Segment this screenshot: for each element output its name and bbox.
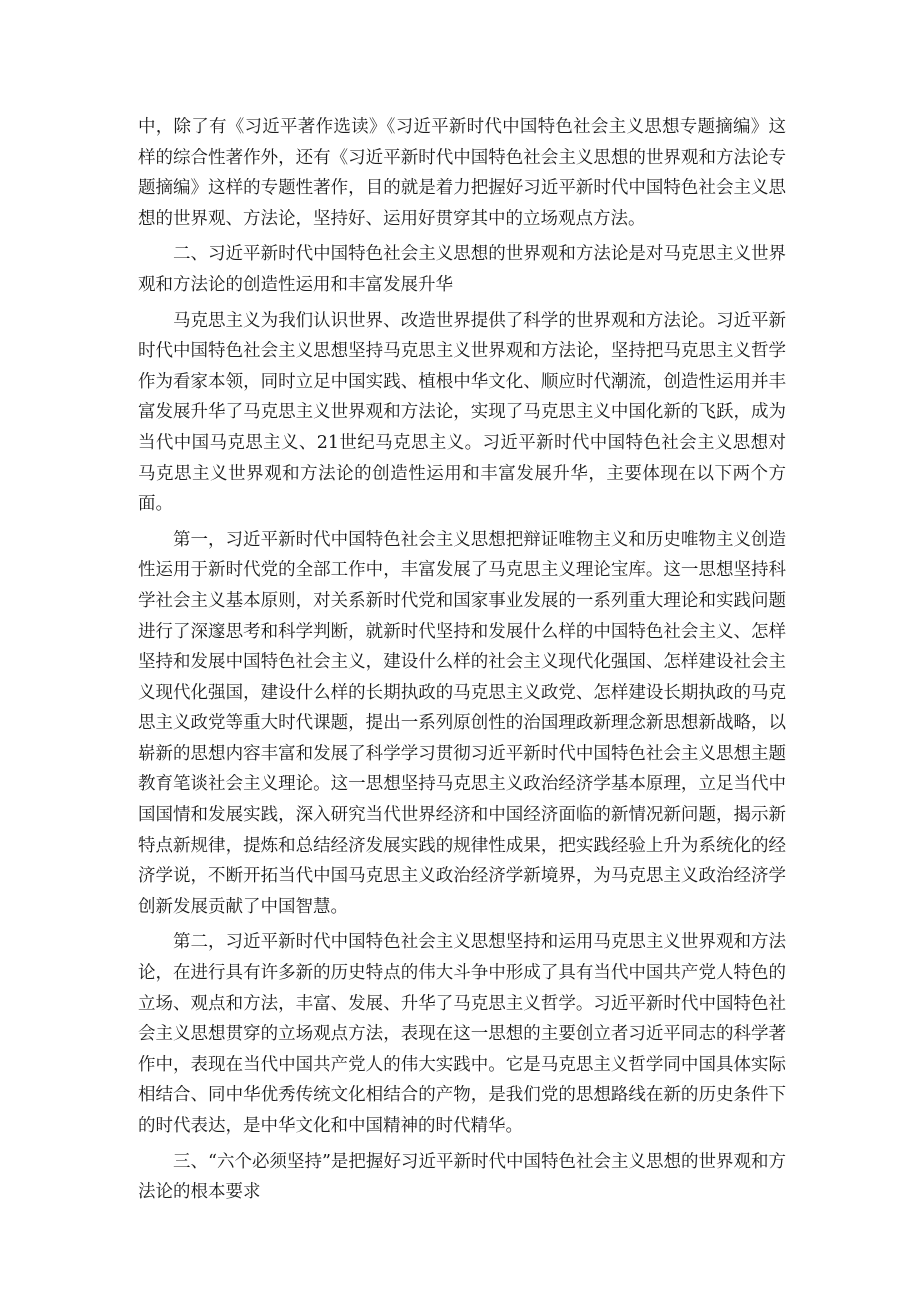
document-body [138, 112, 786, 1213]
paragraph-continuation: 中，除了有《习近平著作选读》《习近平新时代中国特色社会主义思想专题摘编》这样的综合性著作外，还有《习近平新时代中国特色社会主义思想的世界观和方法论专题摘编》这样的专题性著作，目的就是着力把握好习近平新时代中国特色社会主义思想的世界观、方法论，坚持好、运用好贯穿其中的立场观点方法。 [138, 117, 786, 229]
section-heading-2: 二、习近平新时代中国特色社会主义思想的世界观和方法论是对马克思主义世界观和方法论的创造性运用和丰富发展升华 [138, 244, 786, 295]
paragraph-second-point: 第二，习近平新时代中国特色社会主义思想坚持和运用马克思主义世界观和方法论，在进行具有许多新的历史特点的伟大斗争中形成了具有当代中国共产党人特色的立场、观点和方法，丰富、发展、升华了马克思主义哲学。习近平新时代中国特色社会主义思想贯穿的立场观点方法，表现在这一思想的主要创立者习近平同志的科学著作中，表现在当代中国共产党人的伟大实践中。它是马克思主义哲学同中国具体实际相结合、同中华优秀传统文化相结合的产物，是我们党的思想路线在新的历史条件下的时代表达，是中华文化和中国精神的时代精华。 [138, 932, 786, 1136]
paragraph-marxism-intro: 马克思主义为我们认识世界、改造世界提供了科学的世界观和方法论。习近平新时代中国特色社会主义思想坚持马克思主义世界观和方法论，坚持把马克思主义哲学作为看家本领，同时立足中国实践、植根中华文化、顺应时代潮流，创造性运用并丰富发展升华了马克思主义世界观和方法论，实现了马克思主义中国化新的飞跃，成为当代中国马克思主义、21世纪马克思主义。习近平新时代中国特色社会主义思想对马克思主义世界观和方法论的创造性运用和丰富发展升华，主要体现在以下两个方面。 [138, 310, 786, 515]
section-heading-3: 三、“六个必须坚持”是把握好习近平新时代中国特色社会主义思想的世界观和方法论的根本要求 [138, 1151, 786, 1203]
paragraph-first-point: 第一，习近平新时代中国特色社会主义思想把辩证唯物主义和历史唯物主义创造性运用于新时代党的全部工作中，丰富发展了马克思主义理论宝库。这一思想坚持科学社会主义基本原则，对关系新时代党和国家事业发展的一系列重大理论和实践问题进行了深邃思考和科学判断，就新时代坚持和发展什么样的中国特色社会主义、怎样坚持和发展中国特色社会主义，建设什么样的社会主义现代化强国、怎样建设社会主义现代化强国，建设什么样的长期执政的马克思主义政党、怎样建设长期执政的马克思主义政党等重大时代课题，提出一系列原创性的治国理政新理念新思想新战略，以崭新的思想内容丰富和发展了科学学习贯彻习近平新时代中国特色社会主义思想主题教育笔谈社会主义理论。这一思想坚持马克思主义政治经济学基本原理，立足当代中国国情和发展实践，深入研究当代世界经济和中国经济面临的新情况新问题，揭示新特点新规律，提炼和总结经济发展实践的规律性成果，把实践经验上升为系统化的经济学说，不断开拓当代中国马克思主义政治经济学新境界，为马克思主义政治经济学创新发展贡献了中国智慧。 [138, 529, 786, 917]
